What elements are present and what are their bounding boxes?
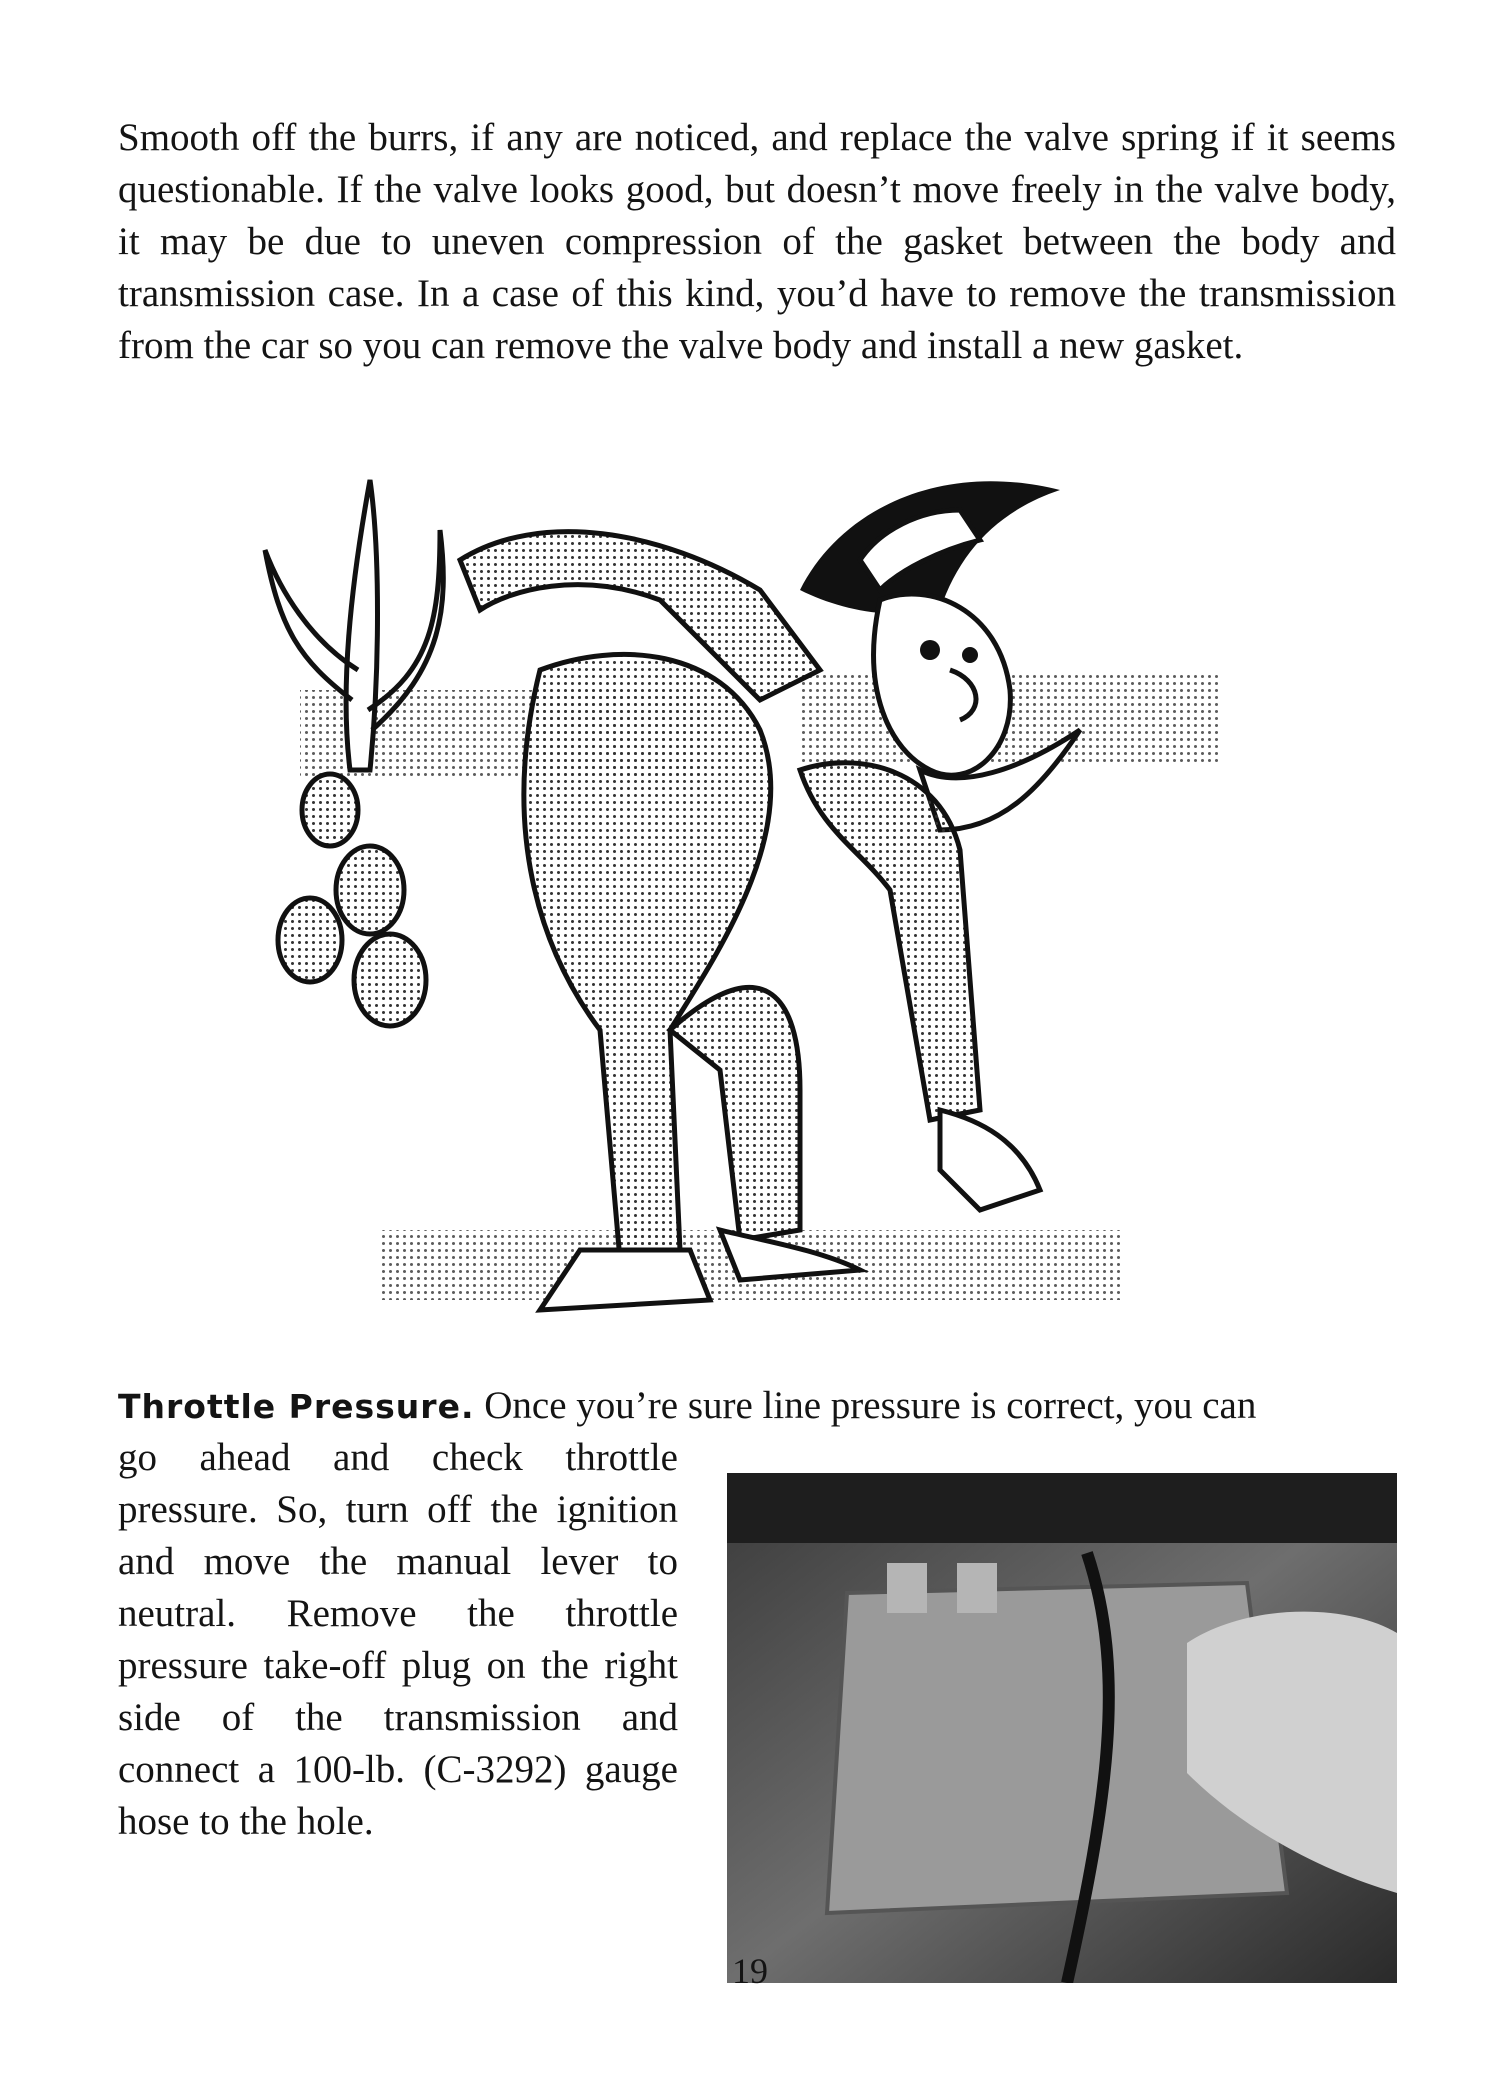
throttle-pressure-heading: Throttle Pressure. — [118, 1387, 475, 1426]
page-number: 19 — [732, 1951, 768, 1991]
cowboy-cartoon-illustration — [240, 470, 1240, 1350]
intro-paragraph: Smooth off the burrs, if any are noticed, and replace the valve spring if it seems questionable. If the valve looks good, but doesn’t move freely in the valve body, it may be due to uneven compression of the gasket between the body and transmission case. In a case of this kind, you’d have to remove the transmission from the car so you can remove the valve body and install a new gasket. — [118, 116, 1396, 367]
throttle-body-text: go ahead and check throttle pressure. So, turn off the ignition and move the manual lever to neutral. Remove the throttle pressure take-off plug on the right side of the transmission and connect a 100-lb. (C-3292) gauge hose to the hole. — [118, 1436, 678, 1843]
throttle-first-line — [118, 1380, 1396, 1433]
throttle-first-line-text: Once you’re sure line pressure is correct, you can — [484, 1384, 1257, 1427]
transmission-photo — [727, 1473, 1397, 1983]
